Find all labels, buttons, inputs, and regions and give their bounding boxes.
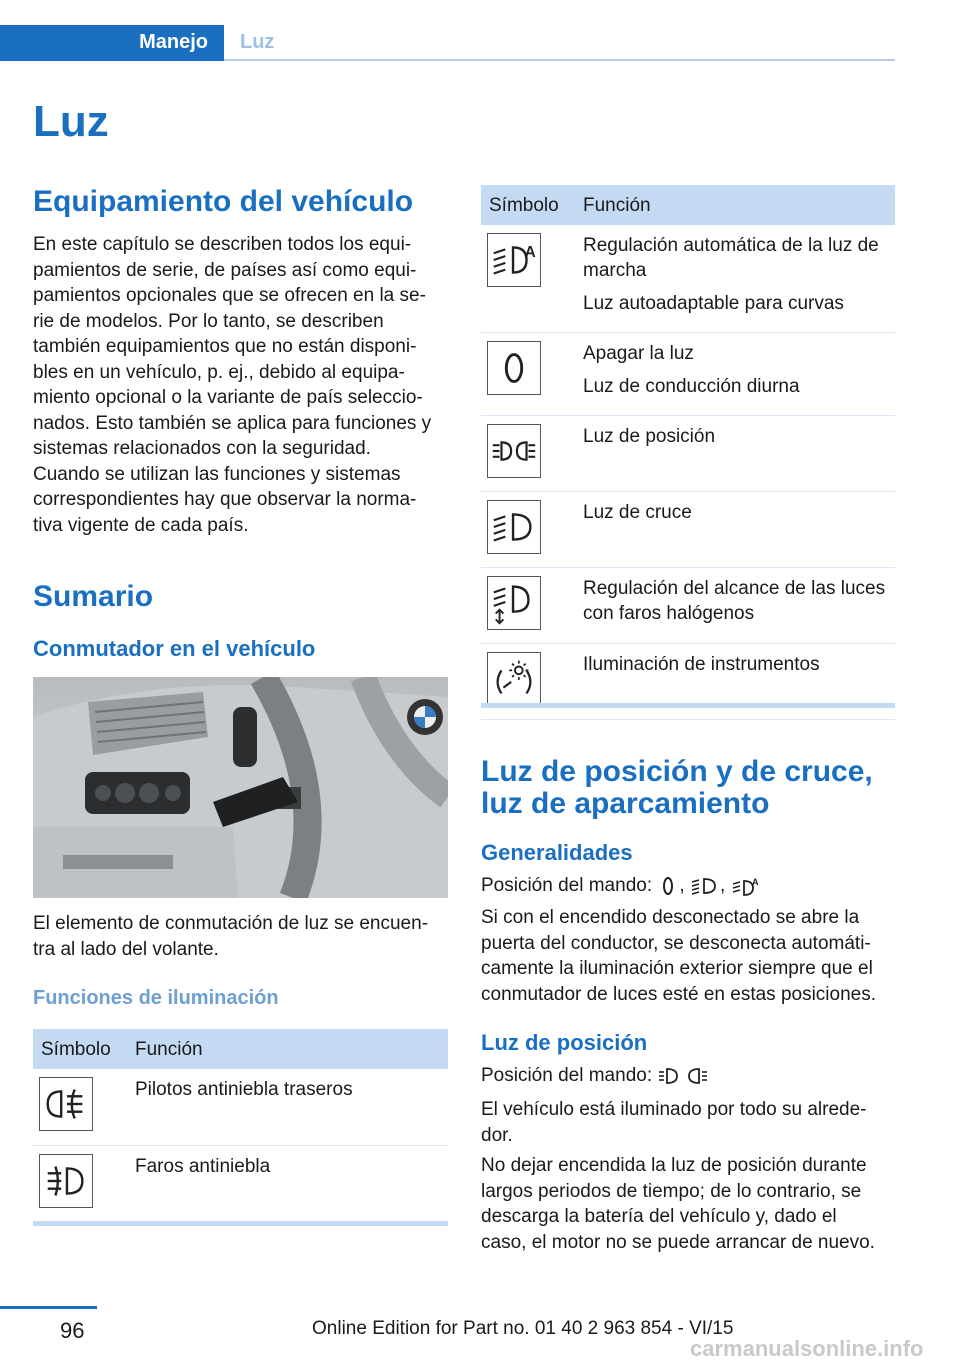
automatic-headlight-icon <box>731 875 761 897</box>
intro-line: también equipamientos que no están disponi‐ <box>33 336 417 357</box>
table-row <box>33 1145 448 1221</box>
function-text: Luz de posición <box>583 426 716 447</box>
switch-position-label: Posición del mando: <box>481 1065 653 1086</box>
lights-off-icon <box>487 341 541 395</box>
position-line: descarga la batería del vehículo y, dado el <box>481 1206 837 1227</box>
heading-general: Generalidades <box>481 840 633 865</box>
function-text: Faros antiniebla <box>135 1155 271 1177</box>
lights-off-icon <box>657 875 679 897</box>
intro-line: bles en un vehículo, p. ej., debido al equipa‐ <box>33 361 405 383</box>
position-line: caso, el motor no se puede arrancar de nuevo. <box>481 1231 875 1253</box>
table-row <box>481 568 895 644</box>
col-function-header: Función <box>127 1029 448 1069</box>
col-symbol-header: Símbolo <box>481 185 575 225</box>
instrument-lighting-icon <box>487 652 541 706</box>
position-line: dor. <box>481 1124 513 1146</box>
heading-equipment: Equipamiento del vehículo <box>33 185 414 218</box>
col-symbol-header: Símbolo <box>33 1029 127 1069</box>
page-number: 96 <box>60 1318 85 1343</box>
svg-text:A: A <box>524 244 536 262</box>
intro-line: tiva vigente de cada país. <box>33 514 249 536</box>
caption-line: El elemento de conmutación de luz se encuen‐ <box>33 913 429 934</box>
table-row <box>33 1069 448 1145</box>
caption-line: tra al lado del volante. <box>33 938 219 960</box>
edition-text: Online Edition for Part no. 01 40 2 963 854 - VI/15 <box>312 1318 734 1339</box>
intro-line: nados. Esto también se aplica para funciones y <box>33 412 432 434</box>
table-row <box>481 644 895 720</box>
table-header-row <box>33 1029 448 1069</box>
intro-line: pamientos opcionales que se ofrecen en la se‐ <box>33 285 426 306</box>
function-text: Apagar la luz <box>583 343 694 364</box>
intro-line: miento opcional o la variante de país seleccio‐ <box>33 387 423 408</box>
position-line: largos periodos de tiempo; de lo contrario, se <box>481 1180 862 1202</box>
switch-position-label: Posición del mando: <box>481 875 653 896</box>
right-symbol-table <box>481 185 895 720</box>
rear-fog-light-icon <box>39 1077 93 1131</box>
switch-position-line <box>481 873 901 899</box>
general-line: puerta del conductor, se desconecta automáti‐ <box>481 932 871 954</box>
function-text: Regulación del alcance de las luces con faros halógenos <box>583 578 886 624</box>
intro-line: Cuando se utilizan las funciones y sistemas <box>33 463 401 485</box>
separator: , <box>719 875 726 896</box>
heading-functions: Funciones de iluminación <box>33 987 279 1009</box>
general-line: Si con el encendido desconectado se abre la <box>481 907 860 928</box>
position-line: El vehículo está iluminado por todo su alrede‐ <box>481 1099 867 1120</box>
function-text: Iluminación de instrumentos <box>583 654 820 675</box>
function-text: Luz de cruce <box>583 502 692 523</box>
general-line: camente la iluminación exterior siempre que el <box>481 958 873 979</box>
heading-line: Luz de posición y de cruce, <box>481 755 873 788</box>
position-light-switch-line <box>481 1063 901 1089</box>
heading-line: luz de aparcamiento <box>481 787 770 820</box>
heading-summary: Sumario <box>33 580 154 613</box>
headlight-range-icon <box>487 576 541 630</box>
position-line: No dejar encendida la luz de posición durante <box>481 1155 867 1176</box>
separator: , <box>679 875 685 896</box>
left-table-end-rule <box>33 1221 448 1226</box>
page-title: Luz <box>33 97 109 146</box>
general-line: conmutador de luces esté en estas posiciones. <box>481 983 877 1005</box>
intro-line: sistemas relacionados con la seguridad. <box>33 438 371 459</box>
section-tab[interactable] <box>0 25 224 61</box>
general-paragraph <box>481 905 901 1007</box>
intro-paragraph <box>33 232 453 538</box>
automatic-headlight-icon <box>487 233 541 287</box>
front-fog-light-icon <box>39 1154 93 1208</box>
dashboard-switch-photo <box>33 677 448 898</box>
section-tab-label: Manejo <box>139 31 208 53</box>
function-text: Luz de conducción diurna <box>583 376 800 397</box>
chapter-tab-label: Luz <box>240 31 275 53</box>
intro-line: rie de modelos. Por lo tanto, se describen <box>33 310 384 332</box>
photo-caption <box>33 911 453 962</box>
table-row <box>481 492 895 568</box>
parking-light-icon <box>690 875 720 897</box>
parking-light-icon <box>487 424 541 478</box>
col-function-header: Función <box>575 185 895 225</box>
function-text: Pilotos antiniebla traseros <box>135 1079 353 1100</box>
intro-line: correspondientes hay que observar la norma‐ <box>33 489 417 510</box>
svg-text:A: A <box>751 876 759 887</box>
function-text: Regulación automática de la luz de marcha <box>583 235 879 281</box>
parking-light-icon <box>657 1065 709 1087</box>
heading-parking-lights <box>481 756 873 820</box>
intro-line: pamientos de serie, de países así como equi‐ <box>33 259 417 281</box>
table-row <box>481 416 895 492</box>
table-row <box>481 225 895 333</box>
watermark: carmanualsonline.info <box>690 1336 924 1361</box>
heading-switch: Conmutador en el vehículo <box>33 636 316 661</box>
chapter-tab[interactable] <box>240 31 274 54</box>
right-table-end-rule <box>481 703 895 708</box>
position-paragraph-2 <box>481 1153 901 1255</box>
left-symbol-table <box>33 1029 448 1222</box>
table-row <box>481 333 895 416</box>
table-header-row <box>481 185 895 225</box>
low-beam-icon <box>487 500 541 554</box>
heading-position-light: Luz de posición <box>481 1030 648 1055</box>
intro-line: En este capítulo se describen todos los equi‐ <box>33 234 412 255</box>
footer-rule <box>0 1306 97 1309</box>
function-text: Luz autoadaptable para curvas <box>583 293 844 314</box>
position-paragraph-1 <box>481 1097 901 1148</box>
